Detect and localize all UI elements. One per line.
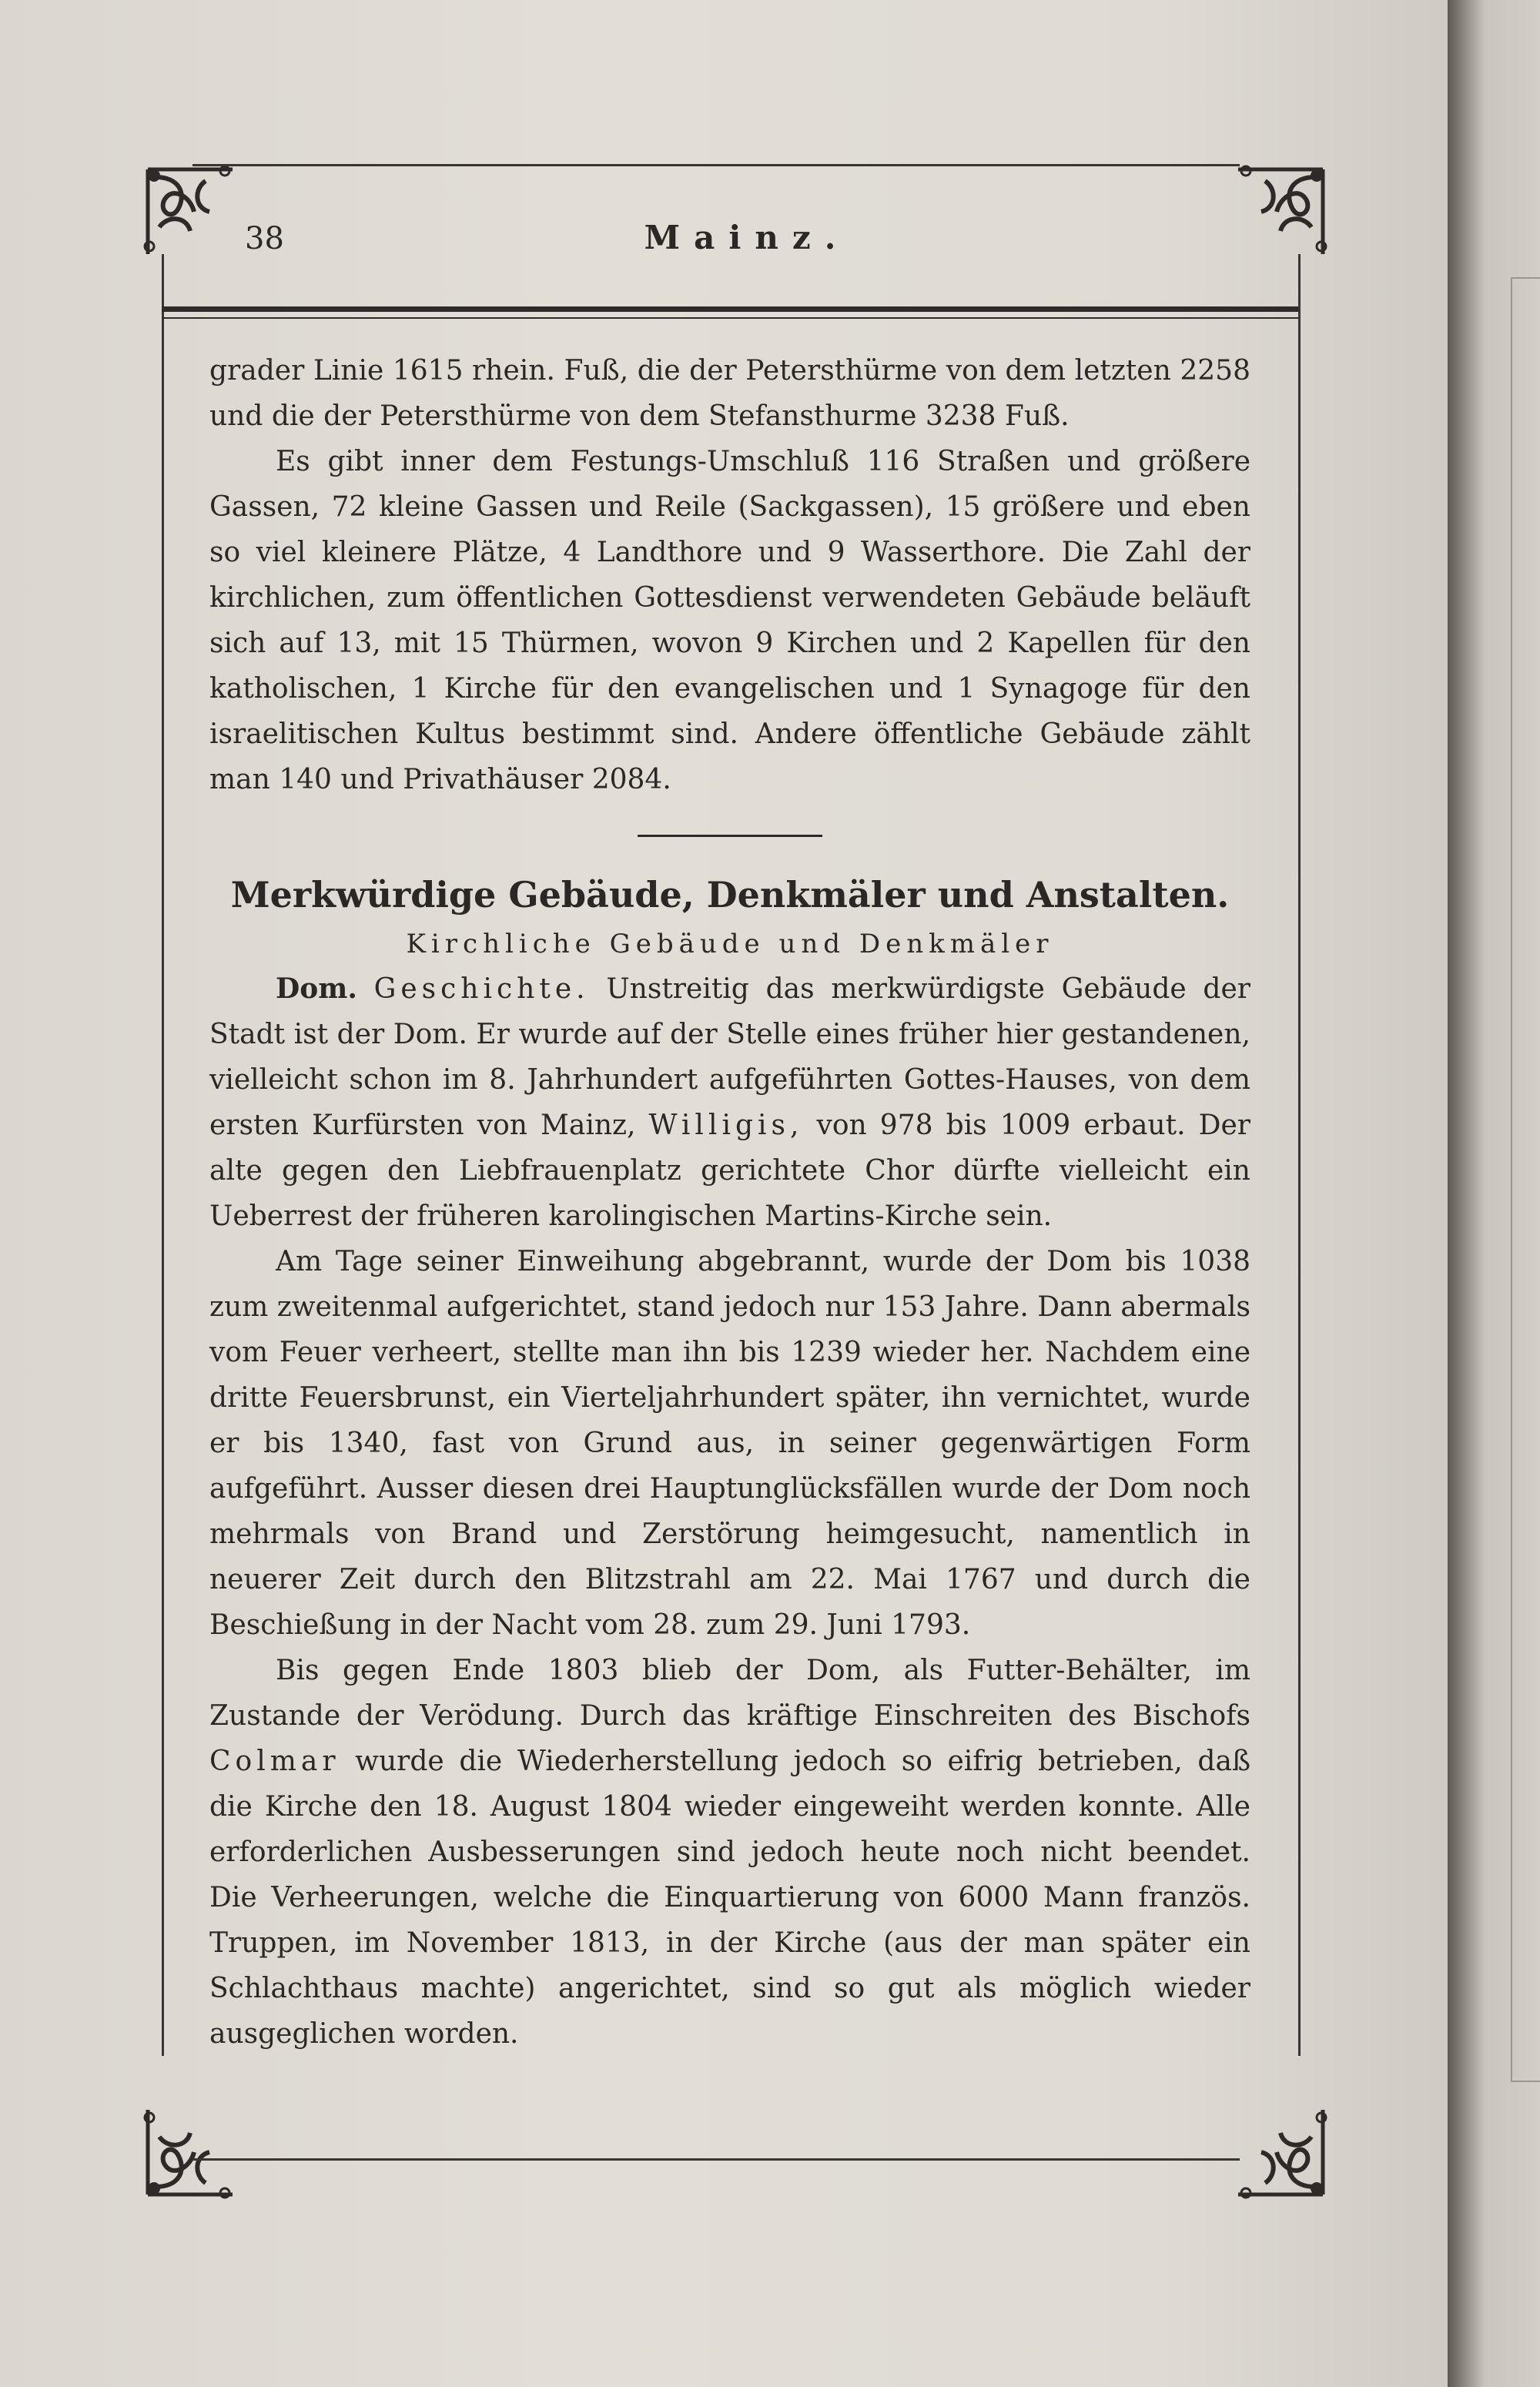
paragraph: grader Linie 1615 rhein. Fuß, die der Petersthürme von dem letzten 2258 und die der Petersthürme von dem Stefansthurme 3238 Fuß. [209, 355, 1250, 432]
paragraph [209, 1648, 1250, 2057]
header-rule [162, 306, 1298, 312]
paragraph-text: wurde die Wiederherstellung jedoch so eifrig betrieben, daß die Kirche den 18. August 1804 wieder eingeweiht werden konnte. Alle erforderlichen Ausbesserungen sind jedoch heute noch nicht beendet. Die Verheerungen, welche die Einquartierung von 6000 Mann französ. Truppen, im November 1813, in der Kirche (aus der man später ein Schlachthaus machte) angerichtet, sind so gut als möglich wieder ausgeglichen worden. [209, 1746, 1250, 2050]
page-number: 38 [245, 221, 284, 256]
corner-ornament-icon [1223, 2094, 1338, 2210]
frame-border-left [162, 254, 164, 2056]
entry-lead: Dom. [276, 973, 357, 1005]
paragraph-text: Bis gegen Ende 1803 blieb der Dom, als Futter-Behälter, im Zustande der Verödung. Durch das kräftige Einschreiten des Bischofs [209, 1655, 1250, 1732]
corner-ornament-icon [1223, 154, 1338, 270]
running-title: Mainz. [644, 219, 850, 256]
section-heading: Merkwürdige Gebäude, Denkmäler und Anstalten. [230, 874, 1230, 916]
header-rule-thin [162, 317, 1298, 319]
paragraph [209, 966, 1250, 1239]
frame-border-bottom [192, 2158, 1240, 2161]
body-text [209, 348, 1250, 2057]
frame-border-right [1298, 254, 1301, 2056]
person-name: Willigis, [648, 1110, 804, 1141]
paragraph: Am Tage seiner Einweihung abgebrannt, wurde der Dom bis 1038 zum zweitenmal aufgerichtet, stand jedoch nur 153 Jahre. Dann abermals vom Feuer verheert, stellte man ihn bis 1239 wieder her. Nachdem eine dritte Feuersbrunst, ein Vierteljahrhundert später, ihn vernichtet, wurde er bis 1340, fast von Grund aus, in seiner gegenwärtigen Form aufgeführt. Ausser diesen drei Hauptunglücksfällen wurde der Dom noch mehrmals von Brand und Zerstörung heimgesucht, namentlich in neuerer Zeit durch den Blitzstrahl am 22. Mai 1767 und durch die Beschießung in der Nacht vom 28. zum 29. Juni 1793. [209, 1246, 1250, 1641]
person-name: Colmar [209, 1746, 340, 1777]
page-edge-lines [1511, 277, 1540, 2082]
corner-ornament-icon [132, 2094, 248, 2210]
paragraph-text: Unstreitig das merkwürdigste Gebäude der Stadt ist der Dom. Er wurde auf der Stelle eines früher hier gestandenen, vielleicht schon im 8. Jahrhundert aufgeführten Gottes-Hauses, von dem ersten Kurfürsten von Mainz, [209, 973, 1250, 1141]
subsection-heading: Kirchliche Gebäude und Denkmäler [406, 929, 1054, 959]
frame-border-top [192, 164, 1240, 166]
corner-ornament-icon [132, 154, 248, 270]
entry-label: Geschichte. [373, 973, 590, 1005]
section-divider [638, 835, 822, 837]
paragraph-text: von 978 bis 1009 erbaut. Der alte gegen den Liebfrauenplatz gerichtete Chor dürfte vielleicht ein Ueberrest der früheren karolingischen Martins-Kirche sein. [209, 1110, 1250, 1232]
paragraph: Es gibt inner dem Festungs-Umschluß 116 Straßen und größere Gassen, 72 kleine Gassen und Reile (Sackgassen), 15 größere und eben so viel kleinere Plätze, 4 Landthore und 9 Wasserthore. Die Zahl der kirchlichen, zum öffentlichen Gottesdienst verwendeten Gebäude beläuft sich auf 13, mit 15 Thürmen, wovon 9 Kirchen und 2 Kapellen für den katholischen, 1 Kirche für den evangelischen und 1 Synagoge für den israelitischen Kultus bestimmt sind. Andere öffentliche Gebäude zählt man 140 und Privathäuser 2084. [209, 446, 1250, 795]
